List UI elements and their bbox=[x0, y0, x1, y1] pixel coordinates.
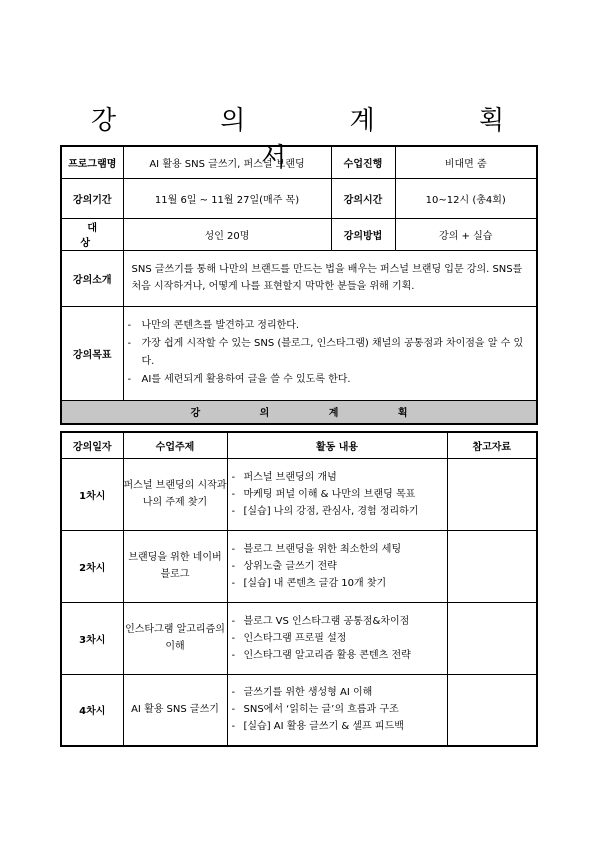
target-value: 성인 20명 bbox=[123, 218, 331, 250]
time-value: 10~12시 (총4회) bbox=[395, 178, 537, 218]
session-row bbox=[61, 530, 537, 602]
session-activities bbox=[227, 602, 447, 674]
activity-item: - [실습] 내 콘텐츠 글감 10개 찾기 bbox=[232, 575, 443, 592]
session-activities bbox=[227, 674, 447, 746]
session-activities bbox=[227, 530, 447, 602]
activity-item: - 마케팅 퍼널 이해 & 나만의 브랜딩 목표 bbox=[232, 486, 443, 503]
target-row bbox=[61, 218, 537, 250]
activity-item: - 글쓰기를 위한 생성형 AI 이해 bbox=[232, 684, 443, 701]
goals-label: 강의목표 bbox=[61, 306, 123, 400]
goals-row bbox=[61, 306, 537, 400]
program-row bbox=[61, 146, 537, 178]
target-label: 대 상 bbox=[61, 218, 123, 250]
session-number: 1차시 bbox=[61, 458, 123, 530]
session-number: 4차시 bbox=[61, 674, 123, 746]
session-number: 2차시 bbox=[61, 530, 123, 602]
schedule-header-row bbox=[61, 432, 537, 458]
session-topic: AI 활용 SNS 글쓰기 bbox=[123, 674, 227, 746]
plan-heading-row bbox=[61, 400, 537, 424]
activity-item: - SNS에서 ‘읽히는 글’의 흐름과 구조 bbox=[232, 701, 443, 718]
plan-heading: 강 의 계 획 bbox=[61, 400, 537, 424]
session-number: 3차시 bbox=[61, 602, 123, 674]
method-value: 강의 + 실습 bbox=[395, 218, 537, 250]
session-reference bbox=[447, 602, 537, 674]
activity-item: - [실습] AI 활용 글쓰기 & 셀프 피드백 bbox=[232, 718, 443, 735]
activity-item: - 인스타그램 프로필 설정 bbox=[232, 630, 443, 647]
mode-value: 비대면 줌 bbox=[395, 146, 537, 178]
header-topic: 수업주제 bbox=[123, 432, 227, 458]
schedule-table bbox=[60, 431, 538, 747]
period-label: 강의기간 bbox=[61, 178, 123, 218]
intro-row bbox=[61, 250, 537, 306]
session-row bbox=[61, 458, 537, 530]
session-topic: 브랜딩을 위한 네이버 블로그 bbox=[123, 530, 227, 602]
goals-list bbox=[128, 317, 533, 389]
period-row bbox=[61, 178, 537, 218]
goals-cell bbox=[123, 306, 537, 400]
header-reference: 참고자료 bbox=[447, 432, 537, 458]
goal-item: - 가장 쉽게 시작할 수 있는 SNS (블로그, 인스타그램) 채널의 공통점과 차이점을 알 수 있다. bbox=[128, 335, 533, 371]
program-value: AI 활용 SNS 글쓰기, 퍼스널 브랜딩 bbox=[123, 146, 331, 178]
activity-item: - 인스타그램 알고리즘 활용 콘텐츠 전략 bbox=[232, 647, 443, 664]
period-value: 11월 6일 ~ 11월 27일(매주 목) bbox=[123, 178, 331, 218]
activity-item: - 블로그 VS 인스타그램 공통점&차이점 bbox=[232, 613, 443, 630]
session-activities bbox=[227, 458, 447, 530]
activity-item: - 퍼스널 브랜딩의 개념 bbox=[232, 469, 443, 486]
session-reference bbox=[447, 674, 537, 746]
intro-text: SNS 글쓰기를 통해 나만의 브랜드를 만드는 법을 배우는 퍼스널 브랜딩 입문 강의. SNS를 처음 시작하거나, 어떻게 나를 표현할지 막막한 분들을 위해 기획. bbox=[123, 250, 537, 306]
session-reference bbox=[447, 530, 537, 602]
session-topic: 인스타그램 알고리즘의 이해 bbox=[123, 602, 227, 674]
session-reference bbox=[447, 458, 537, 530]
session-row bbox=[61, 674, 537, 746]
activity-item: - 상위노출 글쓰기 전략 bbox=[232, 558, 443, 575]
time-label: 강의시간 bbox=[331, 178, 395, 218]
session-row bbox=[61, 602, 537, 674]
goal-item: - AI를 세련되게 활용하여 글을 쓸 수 있도록 한다. bbox=[128, 371, 533, 389]
session-topic: 퍼스널 브랜딩의 시작과 나의 주제 찾기 bbox=[123, 458, 227, 530]
activity-item: - [실습] 나의 강점, 관심사, 경험 정리하기 bbox=[232, 503, 443, 520]
method-label: 강의방법 bbox=[331, 218, 395, 250]
header-activities: 활동 내용 bbox=[227, 432, 447, 458]
activity-item: - 블로그 브랜딩을 위한 최소한의 세팅 bbox=[232, 541, 443, 558]
page-title: 강 의 계 획 서 bbox=[90, 106, 553, 173]
goal-item: - 나만의 콘텐츠를 발견하고 정리한다. bbox=[128, 317, 533, 335]
mode-label: 수업진행 bbox=[331, 146, 395, 178]
header-session: 강의일자 bbox=[61, 432, 123, 458]
program-label: 프로그램명 bbox=[61, 146, 123, 178]
intro-label: 강의소개 bbox=[61, 250, 123, 306]
course-info-table bbox=[60, 145, 538, 425]
